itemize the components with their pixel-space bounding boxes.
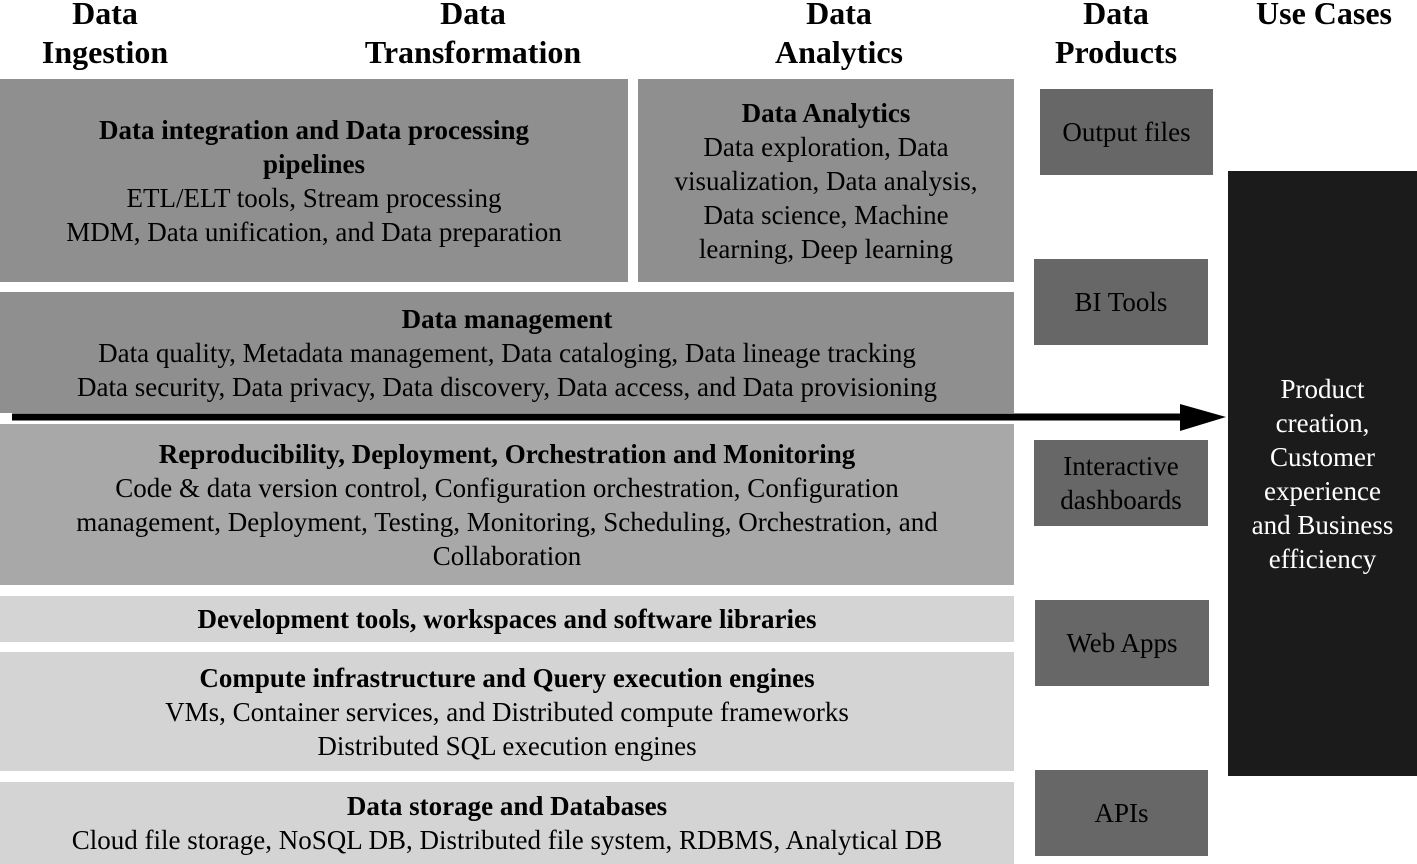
block-compute-line-1: VMs, Container services, and Distributed compute frameworks [165, 696, 849, 727]
block-analytics-line-2: visualization, Data analysis, [674, 165, 978, 196]
header-transformation-line-2: Transformation [364, 34, 582, 70]
block-management-title: Data management [401, 303, 613, 334]
product-dashboards-label-2: dashboards [1060, 485, 1182, 515]
block-management-line-2: Data security, Data privacy, Data discovery, Data access, and Data provisioning [77, 371, 937, 402]
block-analytics-line-3: Data science, Machine [703, 199, 949, 230]
header-use-cases-line-1: Use Cases [1256, 0, 1392, 31]
block-pipelines-line-1: ETL/ELT tools, Stream processing [126, 182, 502, 213]
header-analytics-line-1: Data [806, 0, 872, 31]
header-products-line-1: Data [1083, 0, 1149, 31]
use-case-line-4: experience [1264, 475, 1381, 506]
block-reproducibility-line-1: Code & data version control, Configuration orchestration, Configuration [115, 472, 899, 503]
header-products-line-2: Products [1054, 34, 1178, 70]
header-ingestion-line-1: Data [72, 0, 138, 31]
block-pipelines-title-2: pipelines [262, 148, 366, 179]
product-dashboards-label-1: Interactive [1063, 451, 1179, 481]
block-reproducibility-title: Reproducibility, Deployment, Orchestration and Monitoring [158, 438, 856, 469]
block-devtools-title: Development tools, workspaces and software libraries [197, 604, 817, 634]
block-analytics-line-1: Data exploration, Data [703, 131, 949, 162]
block-storage-title: Data storage and Databases [346, 791, 668, 821]
product-output-files-label: Output files [1062, 117, 1191, 147]
block-compute-line-2: Distributed SQL execution engines [317, 730, 697, 761]
flow-arrow-head [1180, 404, 1226, 431]
header-analytics-line-2: Analytics [775, 34, 903, 70]
use-case-line-2: creation, [1275, 407, 1370, 438]
product-apis-label: APIs [1094, 798, 1149, 828]
block-management-line-1: Data quality, Metadata management, Data cataloging, Data lineage tracking [98, 337, 916, 368]
block-storage-line-1: Cloud file storage, NoSQL DB, Distributed file system, RDBMS, Analytical DB [71, 825, 943, 855]
use-case-line-6: efficiency [1268, 543, 1377, 574]
block-compute-title: Compute infrastructure and Query execution engines [199, 662, 815, 693]
use-case-line-1: Product [1280, 373, 1365, 404]
product-web-apps-label: Web Apps [1066, 628, 1178, 658]
header-transformation-line-1: Data [440, 0, 506, 31]
use-case-line-3: Customer [1270, 441, 1375, 472]
use-case-line-5: and Business [1251, 509, 1394, 540]
block-reproducibility-line-2: management, Deployment, Testing, Monitoring, Scheduling, Orchestration, and [76, 506, 938, 537]
product-bi-tools-label: BI Tools [1074, 287, 1168, 317]
block-analytics-title: Data Analytics [741, 97, 911, 128]
block-pipelines-line-2: MDM, Data unification, and Data preparation [66, 216, 562, 247]
block-pipelines-title-1: Data integration and Data processing [98, 114, 529, 145]
block-reproducibility-line-3: Collaboration [432, 540, 582, 571]
header-ingestion-line-2: Ingestion [41, 34, 169, 70]
block-analytics-line-4: learning, Deep learning [698, 233, 954, 264]
